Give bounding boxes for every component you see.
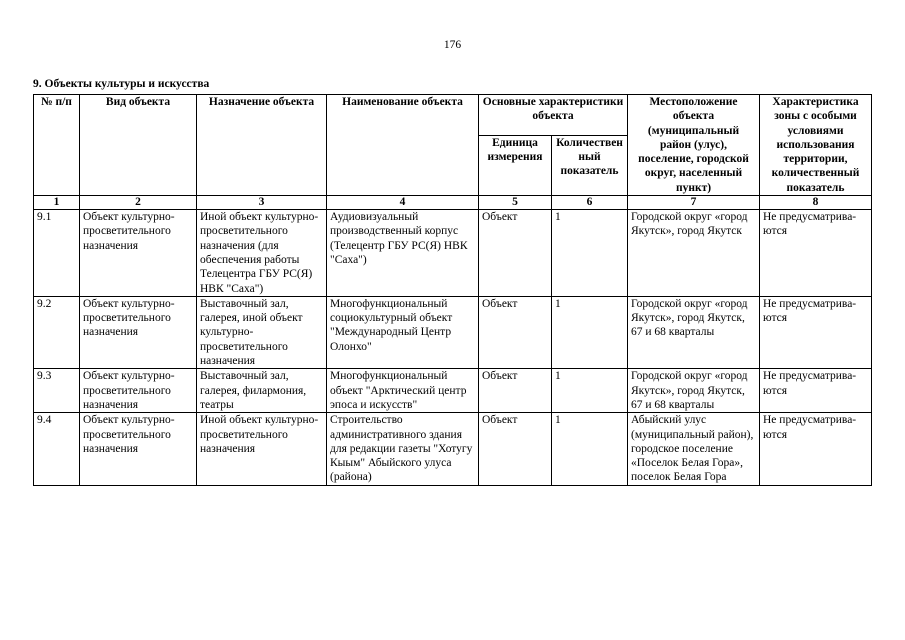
row-name: Многофункциональный социокультурный объект "Международный Центр Олонхо" bbox=[327, 296, 479, 368]
row-name: Строительство административного здания для редакции газеты "Хотугу Кыым" Абыйского улуса (района) bbox=[327, 413, 479, 485]
header-qty: Количественный показатель bbox=[552, 135, 628, 195]
header-row bbox=[34, 95, 872, 136]
row-purpose: Иной объект культурно-просветительного назначения (для обеспечения работы Телецентра ГБУ РС(Я) НВК "Саха") bbox=[197, 210, 327, 297]
row-type: Объект культурно-просветительного назначения bbox=[80, 210, 197, 297]
row-num: 9.3 bbox=[34, 369, 80, 413]
column-number: 2 bbox=[80, 196, 197, 210]
row-unit: Объект bbox=[479, 413, 552, 485]
row-qty: 1 bbox=[552, 210, 628, 297]
row-purpose: Иной объект культурно-просветительного назначения bbox=[197, 413, 327, 485]
row-zone: Не предусматрива-ются bbox=[760, 210, 872, 297]
row-zone: Не предусматрива-ются bbox=[760, 369, 872, 413]
row-location: Городской округ «город Якутск», город Якутск bbox=[628, 210, 760, 297]
row-unit: Объект bbox=[479, 210, 552, 297]
culture-objects-table bbox=[33, 94, 872, 486]
section-title: 9. Объекты культуры и искусства bbox=[33, 78, 210, 90]
row-num: 9.4 bbox=[34, 413, 80, 485]
row-name: Аудиовизуальный производственный корпус (Телецентр ГБУ РС(Я) НВК "Саха") bbox=[327, 210, 479, 297]
row-location: Абыйский улус (муниципальный район), городское поселение «Поселок Белая Гора», поселок Белая Гора bbox=[628, 413, 760, 485]
column-number: 6 bbox=[552, 196, 628, 210]
header-type: Вид объекта bbox=[80, 95, 197, 196]
header-purpose: Назначение объекта bbox=[197, 95, 327, 196]
column-number: 5 bbox=[479, 196, 552, 210]
column-number: 7 bbox=[628, 196, 760, 210]
row-type: Объект культурно-просветительного назначения bbox=[80, 296, 197, 368]
row-num: 9.1 bbox=[34, 210, 80, 297]
table-row bbox=[34, 369, 872, 413]
column-number: 8 bbox=[760, 196, 872, 210]
row-unit: Объект bbox=[479, 296, 552, 368]
column-number: 4 bbox=[327, 196, 479, 210]
column-number: 1 bbox=[34, 196, 80, 210]
row-purpose: Выставочный зал, галерея, филармония, театры bbox=[197, 369, 327, 413]
column-number-row bbox=[34, 196, 872, 210]
row-zone: Не предусматрива-ются bbox=[760, 413, 872, 485]
table-row bbox=[34, 210, 872, 297]
header-unit: Единица измерения bbox=[479, 135, 552, 195]
column-number: 3 bbox=[197, 196, 327, 210]
row-name: Многофункциональный объект "Арктический центр эпоса и искусств" bbox=[327, 369, 479, 413]
row-location: Городской округ «город Якутск», город Якутск, 67 и 68 кварталы bbox=[628, 296, 760, 368]
header-location: Местоположение объекта (муниципальный район (улус), поселение, городской округ, населенный пункт) bbox=[628, 95, 760, 196]
row-unit: Объект bbox=[479, 369, 552, 413]
header-zone: Характеристика зоны с особыми условиями использования территории, количественный показатель bbox=[760, 95, 872, 196]
row-qty: 1 bbox=[552, 413, 628, 485]
header-name: Наименование объекта bbox=[327, 95, 479, 196]
row-type: Объект культурно-просветительного назначения bbox=[80, 413, 197, 485]
row-purpose: Выставочный зал, галерея, иной объект культурно-просветительного назначения bbox=[197, 296, 327, 368]
row-qty: 1 bbox=[552, 369, 628, 413]
page-number: 176 bbox=[443, 39, 462, 51]
header-num: № п/п bbox=[34, 95, 80, 196]
row-num: 9.2 bbox=[34, 296, 80, 368]
row-zone: Не предусматрива-ются bbox=[760, 296, 872, 368]
table-row bbox=[34, 413, 872, 485]
header-main-chars: Основные характеристики объекта bbox=[479, 95, 628, 136]
row-type: Объект культурно-просветительного назначения bbox=[80, 369, 197, 413]
table-row bbox=[34, 296, 872, 368]
row-qty: 1 bbox=[552, 296, 628, 368]
row-location: Городской округ «город Якутск», город Якутск, 67 и 68 кварталы bbox=[628, 369, 760, 413]
